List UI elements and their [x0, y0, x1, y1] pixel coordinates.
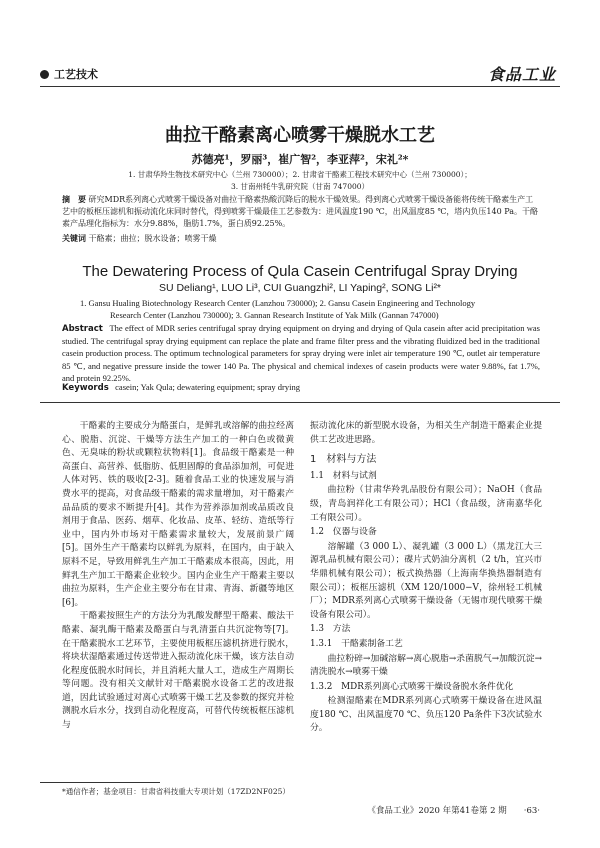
abstract-rule: [40, 402, 560, 403]
subsection-heading: 1.3 方法: [310, 624, 351, 635]
body-paragraph: 溶解罐（3 000 L）、凝乳罐（3 000 L）（黑龙江大三源乳品机械有限公司）；碟片式奶油分离机（2 t/h，宜兴市华鼎机械有限公司）；板式换热器（上海南华换热器制造有限公司）；板框压滤机（XM 120/1000−V，徐州轻工机械厂）；MDR系列离心式喷雾干燥设备（无锡市现代喷雾干燥设备有限公司）。: [310, 541, 542, 620]
page-footer: 《食品工业》2020 年第41卷第 2 期 ·63·: [367, 806, 540, 816]
body-paragraph: 曲拉粉碎→加碱溶解→离心脱脂→杀菌脱气→加酸沉淀→清洗脱水→喷雾干燥: [310, 653, 542, 678]
abstract-en-text: The effect of MDR series centrifugal spray drying equipment on drying and drying of Qula casein after acid precipitation was studied. The centrifugal spray drying equipment can replace the plate and frame filter press and the vibrating fluidized bed in the traditional casein production process. The optimum technological parameters for spray drying were inlet air temperature 190 ℃, outlet air temperature 85 ℃, and negative pressure inside the tower 140 Pa. The physical and chemical indexes of casein products were water 9.88%, fat 1.7%, and protein 92.25%.: [62, 323, 540, 383]
keywords-en: [62, 381, 540, 394]
authors-en: SU Deliang¹, LUO Li³, CUI Guangzhi², LI Yaping², SONG Li²*: [158, 282, 442, 294]
footnote-rule: [40, 782, 160, 783]
affiliation-cn-2: 3. 甘南州牦牛乳研究院（甘南 747000）: [230, 182, 370, 191]
section-bullet-icon: [40, 70, 49, 79]
abstract-en-label: Abstract: [62, 324, 103, 334]
subsection-heading: 1.1 材料与试剂: [310, 470, 377, 481]
section-label: 工艺技术: [54, 68, 98, 81]
header-rule: [40, 86, 560, 87]
journal-logo: 食品工业: [488, 65, 557, 84]
body-paragraph: 干酪素按照生产的方法分为乳酸发酵型干酪素、酸法干酪素、凝乳酶干酪素及酪蛋白与乳清蛋白共沉淀物等[7]。在干酪素脱水工艺环节，主要使用板框压滤机挤进行脱水，将块状湿酪素通过传送带进入振动流化床干燥，该方法自动化程度低脱水时间长，并且消耗大量人工，造成生产周期长等问题。没有相关文献针对干酪素脱水设备工艺的改进报道，因此试验通过对离心式喷雾干燥工艺及参数的探究并检测脱水后水分，找到自动化程度高，可替代传统板框压滤机与: [62, 611, 294, 731]
title-cn: 曲拉干酪素离心喷雾干燥脱水工艺: [165, 125, 435, 146]
subsubsection-heading: 1.3.1 干酪素制备工艺: [310, 638, 403, 649]
subsubsection-heading: 1.3.2 MDR系列离心式喷雾干燥设备脱水条件优化: [310, 681, 514, 692]
authors-cn: 苏德亮¹，罗丽³，崔广智²，李亚萍²，宋礼²*: [191, 153, 409, 166]
body-right-column: [310, 420, 542, 736]
keywords-en-text: casein; Yak Qula; dewatering equipment; spray drying: [115, 382, 300, 392]
affiliation-en-2: Research Center (Lanzhou 730000); 3. Gannan Research Institute of Yak Milk (Gannan 747000): [110, 310, 439, 320]
body-paragraph: 干酪素的主要成分为酪蛋白，是鲜乳或溶解的曲拉经离心、脱脂、沉淀、干燥等方法生产加工的一种白色或微黄色、无臭味的粉状或颗粒状物料[1]。食品级干酪素是一种高蛋白、高营养、低脂肪、低胆固醇的食品添加剂，可促进人体对钙、铁的吸收[2-3]。随着食品工业的快速发展与消费水平的提高，对食品级干酪素的需求量增加，对干酪素产品品质的要求不断提升[4]。其作为营养添加剂或品质改良剂用于食品、医药、烟草、化妆品、皮革、轻纺、造纸等行业中，国内外市场对干酪素需求量较大，发展前景广阔[5]。国外生产干酪素均以鲜乳为原料，在国内，由于缺入原料不足，导致用鲜乳生产加工干酪素成本很高，因此，用鲜乳生产加工干酪素企业较少。国内企业生产干酪素主要以曲拉为原料，生产企业主要分布在甘肃、青海、新疆等地区[6]。: [62, 421, 294, 608]
abstract-cn-text: 研究MDR系列离心式喷雾干燥设备对曲拉干酪素热酸沉降后的脱水干燥效果。得到离心式喷雾干燥设备能将传统干酪素生产工艺中的板框压滤机和振动流化床同时替代，得到喷雾干燥最佳工艺参数为：进风温度190 ℃，出风温度85 ℃，塔内负压140 Pa。干酪素产品理化指标为：水分9.88%，脂肪1.7%，蛋白质92.25%。: [62, 195, 539, 228]
affiliation-cn-1: 1. 甘肃华羚生物技术研究中心（兰州 730000）；2. 甘肃省干酪素工程技术研究中心（兰州 730000）；: [128, 170, 472, 179]
keywords-cn: [62, 233, 540, 245]
affiliation-en-1: 1. Gansu Hualing Biotechnology Research Center (Lanzhou 730000); 2. Gansu Casein Engineering and Technology: [80, 298, 476, 308]
keywords-cn-text: 干酪素；曲拉；脱水设备；喷雾干燥: [88, 234, 217, 243]
abstract-cn-label: 摘 要: [62, 195, 86, 204]
section-heading: 1 材料与方法: [310, 454, 377, 466]
abstract-cn: [62, 194, 540, 230]
footnote: *通信作者；基金项目：甘肃省科技重大专项计划（17ZD2NF025）: [62, 787, 290, 796]
subsection-heading: 1.2 仪器与设备: [310, 527, 377, 538]
keywords-cn-label: 关键词: [62, 234, 86, 243]
body-paragraph: 检测湿酪素在MDR系列离心式喷雾干燥设备在进风温度180 ℃、出风温度70 ℃、负压120 Pa条件下3次试验水分。: [310, 696, 542, 734]
body-paragraph: 振动流化床的新型脱水设备，为相关生产制造干酪素企业提供工艺改进思路。: [310, 421, 542, 445]
body-left-column: [62, 420, 294, 733]
body-paragraph: 曲拉粉（甘肃华羚乳品股份有限公司）；NaOH（食品级，青岛润祥化工有限公司）；HCl（食品级，济南嘉华化工有限公司）。: [310, 485, 542, 523]
abstract-en: [62, 322, 540, 384]
title-en: The Dewatering Process of Qula Casein Centrifugal Spray Drying: [82, 263, 518, 280]
keywords-en-label: Keywords: [62, 383, 109, 393]
